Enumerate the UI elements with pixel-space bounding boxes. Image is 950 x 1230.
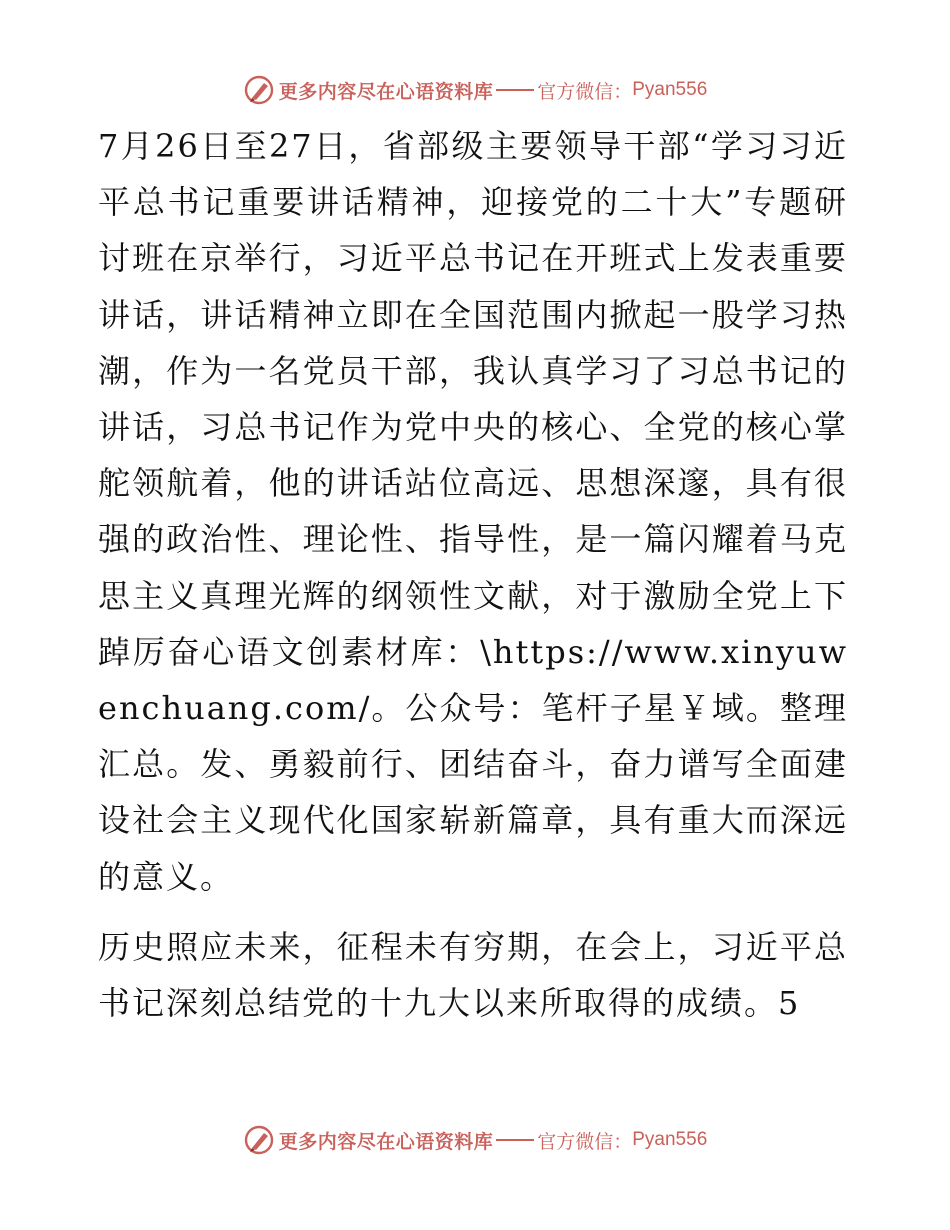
footer-wechat-label: 官方微信： [537,1130,633,1153]
footer-dash-divider [496,1139,534,1141]
pen-logo-icon [243,74,275,106]
document-body [98,118,848,1031]
header-wechat-label: 官方微信： [537,80,633,103]
footer-wechat-id: Pyan556 [632,1129,708,1150]
paragraph-2: 历史照应未来，征程未有穷期，在会上，习近平总书记深刻总结党的十九大以来所取得的成绩。5 [98,927,848,1023]
header-banner [0,70,950,110]
pen-logo-icon [243,1124,275,1156]
header-library-text: 更多内容尽在心语资料库 [278,80,494,103]
paragraph-1: 7月26日至27日，省部级主要领导干部“学习习近平总书记重要讲话精神，迎接党的二十大”专题研讨班在京举行，习近平总书记在开班式上发表重要讲话，讲话精神立即在全国范围内掀起一股学习热潮，作为一名党员干部，我认真学习了习总书记的讲话，习总书记作为党中央的核心、全党的核心掌舵领航着，他的讲话站位高远、思想深邃，具有很强的政治性、理论性、指导性，是一篇闪耀着马克思主义真理光辉的纲领性文献，对于激励全党上下踔厉奋心语文创素材库：\https://www.xinyuwenchuang.com/。公众号：笔杆子星￥域。整理汇总。发、勇毅前行、团结奋斗，奋力谱写全面建设社会主义现代化国家崭新篇章，具有重大而深远的意义。 [98,127,848,896]
footer-banner [0,1120,950,1160]
header-dash-divider [496,89,534,91]
footer-library-text: 更多内容尽在心语资料库 [278,1130,494,1153]
header-wechat-id: Pyan556 [632,79,708,100]
